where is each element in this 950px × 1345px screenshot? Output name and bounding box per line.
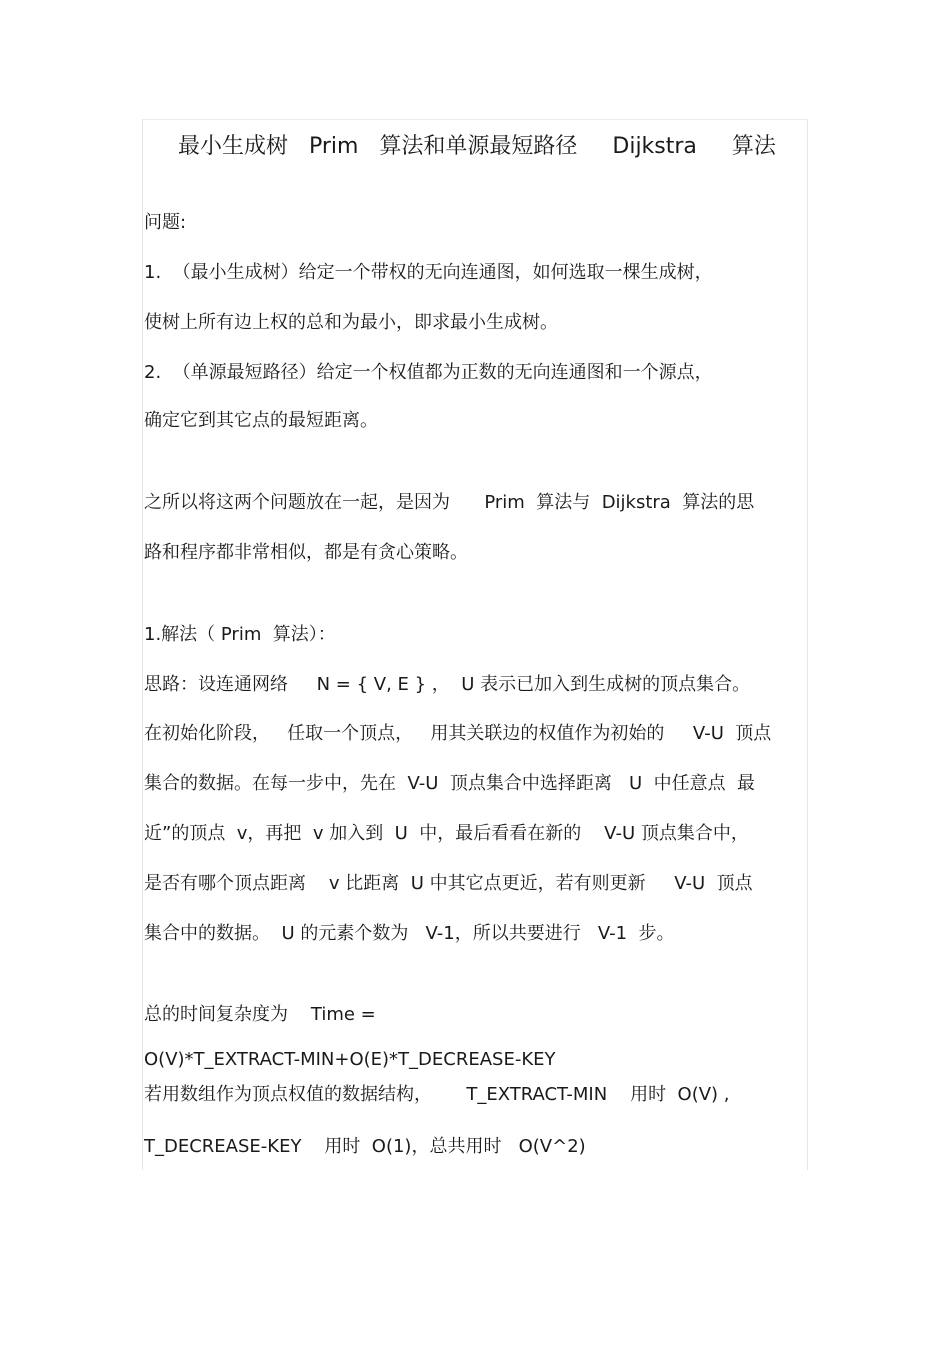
array-line-2: T_DECREASE-KEY 用时 O(1)，总共用时 O(V^2): [144, 1136, 586, 1157]
problem-2-line-2: 确定它到其它点的最短距离。: [144, 410, 378, 431]
reason-line-2: 路和程序都非常相似，都是有贪心策略。: [144, 542, 468, 563]
idea-line-1: 思路：设连通网络 N = { V, E } ， U 表示已加入到生成树的顶点集合。: [144, 674, 751, 695]
problem-1-line-2: 使树上所有边上权的总和为最小，即求最小生成树。: [144, 312, 558, 333]
problem-1-line-1: 1. （最小生成树）给定一个带权的无向连通图，如何选取一棵生成树，: [144, 262, 713, 283]
idea-line-6: 集合中的数据。 U 的元素个数为 V-1，所以共要进行 V-1 步。: [144, 923, 675, 944]
idea-line-4: 近”的顶点 v，再把 v 加入到 U 中，最后看看在新的 V-U 顶点集合中，: [144, 823, 749, 844]
idea-line-5: 是否有哪个顶点距离 v 比距离 U 中其它点更近，若有则更新 V-U 顶点: [144, 873, 753, 894]
reason-line-1: 之所以将这两个问题放在一起，是因为 Prim 算法与 Dijkstra 算法的思: [144, 492, 755, 513]
solution-heading: 1.解法（ Prim 算法）：: [144, 624, 336, 645]
document-title: 最小生成树 Prim 算法和单源最短路径 Dijkstra 算法: [178, 134, 776, 159]
complexity-formula: O(V)*T_EXTRACT-MIN+O(E)*T_DECREASE-KEY: [144, 1049, 556, 1070]
complexity-line-1: 总的时间复杂度为 Time =: [144, 1004, 376, 1025]
idea-line-2: 在初始化阶段， 任取一个顶点， 用其关联边的权值作为初始的 V-U 顶点: [144, 723, 772, 744]
array-line-1: 若用数组作为顶点权值的数据结构， T_EXTRACT-MIN 用时 O(V) ,: [144, 1084, 730, 1105]
problem-label: 问题:: [144, 212, 187, 233]
idea-line-3: 集合的数据。在每一步中，先在 V-U 顶点集合中选择距离 U 中任意点 最: [144, 773, 756, 794]
problem-2-line-1: 2. （单源最短路径）给定一个权值都为正数的无向连通图和一个源点，: [144, 362, 713, 383]
